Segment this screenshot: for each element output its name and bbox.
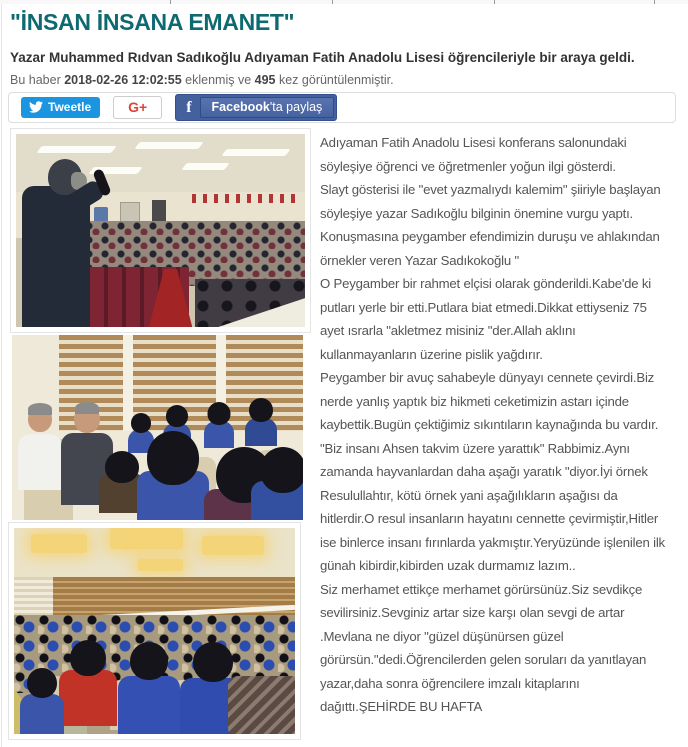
headscarf	[130, 642, 168, 680]
photo-audience-wide[interactable]	[8, 522, 301, 740]
article-line: ayet ısrarla "akletmez misiniz "der.Allah aklını	[320, 323, 576, 338]
page-left-border	[1, 0, 2, 747]
meta-view-count: 495	[254, 73, 276, 87]
ceiling-light	[202, 536, 264, 555]
nav-divider-tick	[332, 0, 333, 4]
page-title: "İNSAN İNSANA EMANET"	[10, 9, 295, 35]
meta-middle: eklenmiş ve	[185, 73, 252, 87]
article-line: günah kibirdir,kibirden uzak durmamız lazım..	[320, 558, 576, 573]
article-subtitle: Yazar Muhammed Rıdvan Sadıkoğlu Adıyaman Fatih Anadolu Lisesi öğrencileriyle bir araya geldi.	[10, 50, 635, 65]
article-line: kullanmayanların üzerine pislik yağdırır.	[320, 346, 543, 362]
nav-divider-tick	[494, 0, 495, 4]
nav-divider-tick	[654, 0, 655, 4]
ceiling-light	[138, 559, 183, 571]
ceiling-light	[221, 149, 290, 156]
article-line: putları yerle bir etti.Putlara biat etmedi.Dikkat ettiyseniz 75	[320, 299, 647, 315]
headscarf	[27, 668, 57, 698]
headscarf	[166, 405, 188, 427]
article-line: "Biz insanı Ahsen takvim üzere yarattık" Rabbimiz.Aynı	[320, 440, 630, 456]
student-foreground	[118, 642, 180, 734]
article-line: Peygamber bir avuç sahabeyle dünyayı cennete çevirdi.Biz	[320, 370, 655, 385]
ceiling-light	[110, 528, 183, 549]
meta-prefix: Bu haber	[10, 73, 61, 87]
uniform	[20, 694, 64, 734]
headscarf	[260, 447, 303, 493]
headscarf	[193, 642, 233, 682]
article-line: dağıttı.ŞEHİRDE BU HAFTA	[320, 699, 483, 714]
hair	[75, 402, 99, 414]
nav-divider-tick	[170, 0, 171, 4]
flag-garland	[192, 194, 299, 204]
article-line: yazar,daha sonra öğrencilere imzalı kitaplarını	[320, 675, 580, 691]
student-red-jacket	[59, 640, 117, 726]
headscarf	[147, 431, 199, 485]
photo-conference-speaker[interactable]	[10, 128, 311, 333]
article-line: sevilirsiniz.Sevginiz artar size karşı olan sevgi de artar	[320, 605, 625, 620]
article-line: zamanda hayvanlardan daha aşağı yaratık "diyor.İyi örnek	[320, 464, 648, 479]
headscarf	[70, 640, 106, 676]
speaker-silhouette	[22, 159, 94, 327]
student-foreground	[137, 431, 209, 520]
man-white-coat	[18, 406, 62, 490]
photo3-scene	[14, 528, 295, 734]
ceiling-light	[135, 142, 204, 149]
article-line: nerde yanlış yaptık biz hikmeti ceketimizin astarı içinde	[320, 393, 629, 409]
uniform	[245, 418, 277, 446]
article-line: hitlerdir.O resul insanların hayatını cennette çevirmiştir,Hitler	[320, 511, 659, 526]
meta-suffix: kez görüntülenmiştir.	[278, 73, 394, 87]
article-meta	[10, 73, 394, 87]
headscarf	[208, 402, 231, 425]
student-foreground	[251, 447, 303, 520]
article-line: söyleşiye yazar Sadıkoğlu bilginin önemine vurgu yaptı.	[320, 205, 634, 221]
tweet-button[interactable]	[21, 97, 100, 118]
article-line: Adıyaman Fatih Anadolu Lisesi konferans salonundaki	[320, 135, 627, 150]
photo1-scene	[16, 134, 305, 327]
share-bar	[8, 92, 676, 123]
top-nav-strip	[0, 0, 688, 4]
ceiling-light	[36, 146, 117, 153]
white-coat	[18, 434, 62, 490]
facebook-share-button[interactable]	[175, 94, 337, 121]
photo-audience-closeup[interactable]	[12, 335, 303, 520]
twitter-icon	[29, 100, 43, 114]
student-knit-sweater	[228, 676, 295, 734]
ceiling-light	[31, 534, 87, 553]
tweet-button-label: Tweetle	[48, 100, 92, 114]
article-line: görürsün."dedi.Öğrencilerden gelen soruları da yanıtlayan	[320, 652, 647, 667]
red-jacket	[59, 670, 117, 726]
article-line: Resulullahtır, kötü örnek yani aşağılıkların aşağısı da	[320, 487, 618, 503]
article-line: Konuşmasına peygamber efendimizin duruşu ve ahlakından	[320, 229, 660, 244]
ceiling-light	[181, 163, 230, 170]
article-text	[320, 131, 686, 719]
article-line: söyleşiye öğrenci ve öğretmenler yoğun ilgi gösterdi.	[320, 158, 616, 174]
article-line: kaybettik.Bugün çektiğimiz sıkıntıların kaynağında bu vardır.	[320, 417, 659, 432]
uniform	[118, 676, 180, 734]
article-line: örnekler veren Yazar Sadıkokoğlu "	[320, 252, 519, 268]
hair	[28, 403, 52, 415]
student-headscarf	[245, 398, 277, 446]
student-foreground	[20, 668, 64, 734]
photo2-scene	[12, 335, 303, 520]
article-line: .Mevlana ne diyor "güzel düşünürsen güzel	[320, 628, 564, 644]
article-line: O Peygamber bir rahmet elçisi olarak gönderildi.Kabe'de ki	[320, 276, 652, 291]
article-line: Slayt gösterisi ile "evet yazmalıydı kalemim" şiiriyle başlayan	[320, 182, 661, 197]
headscarf	[105, 451, 139, 483]
article-line: Siz merhamet ettikçe merhamet görürsünüz.Siz sevdikçe	[320, 581, 643, 597]
facebook-icon: f	[186, 98, 192, 116]
headscarf	[249, 398, 273, 422]
article-line: ise binlerce insanı fırınlarda yakmıştır.Yeryüzünde işlenilen ilk	[320, 534, 665, 550]
headscarf	[131, 413, 151, 433]
facebook-share-label: Facebook'ta paylaş	[200, 97, 335, 118]
google-plus-button[interactable]: G+	[113, 96, 162, 119]
meta-datetime: 2018-02-26 12:02:55	[64, 73, 182, 87]
